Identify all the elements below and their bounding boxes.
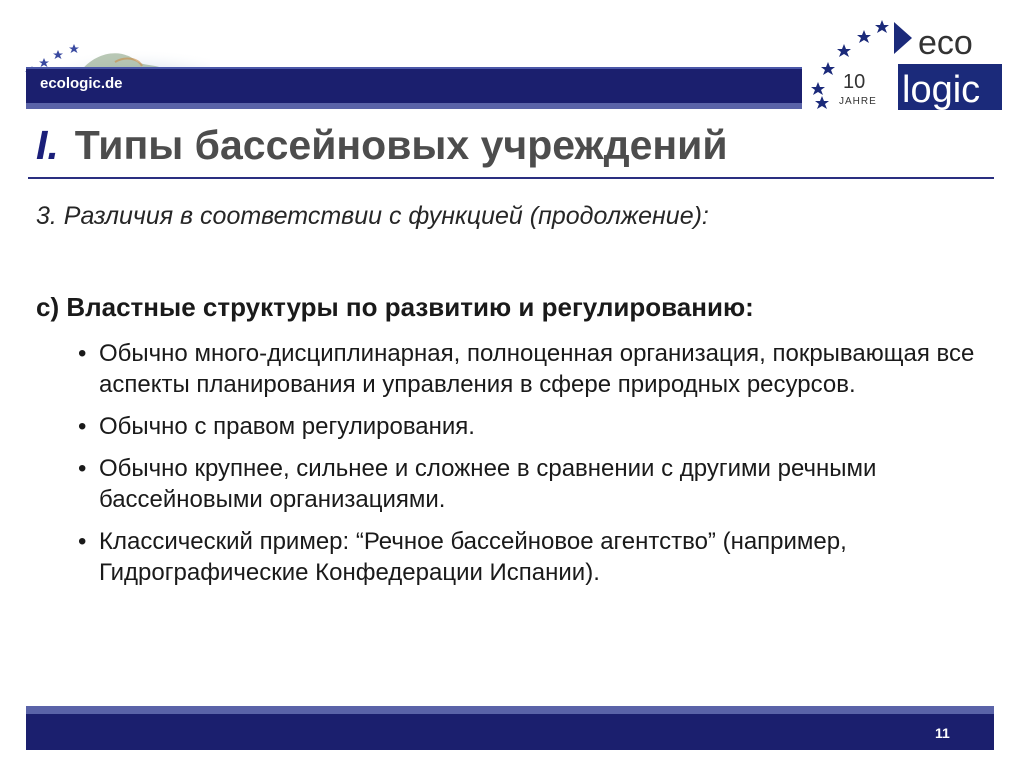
bullet-dot: • <box>78 528 87 555</box>
slide-subtitle: 3. Различия в соответствии с функцией (продолжение): <box>36 202 709 230</box>
bullet-dot: • <box>78 455 87 482</box>
bullet-text: Классический пример: “Речное бассейновое агентство” (например, Гидрографические Конфедерации Испании). <box>99 528 847 586</box>
title-text: Типы бассейновых учреждений <box>74 122 728 168</box>
bullet-list <box>78 338 988 599</box>
footer-band <box>26 714 994 750</box>
footer-band-accent <box>26 706 994 714</box>
page-number: 11 <box>935 725 950 741</box>
slide-title <box>36 122 728 169</box>
svg-text:10: 10 <box>843 71 866 93</box>
svg-text:JAHRE: JAHRE <box>839 96 877 107</box>
title-underline <box>28 177 994 179</box>
bullet-text: Обычно с правом регулирования. <box>99 413 475 440</box>
svg-text:logic: logic <box>902 69 981 111</box>
section-heading: c) Властные структуры по развитию и регулированию: <box>36 292 754 322</box>
header-band-accent <box>26 103 802 109</box>
site-url[interactable]: ecologic.de <box>40 75 123 92</box>
bullet-text: Обычно много-дисциплинарная, полноценная организация, покрывающая все аспекты планирования и управления в сфере природных ресурсов. <box>99 340 975 398</box>
bullet-item <box>78 453 988 515</box>
ecologic-logo <box>808 16 1004 114</box>
bullet-dot: • <box>78 413 87 440</box>
bullet-item <box>78 526 988 588</box>
bullet-text: Обычно крупнее, сильнее и сложнее в сравнении с другими речными бассейновыми организациями. <box>99 455 877 513</box>
bullet-item <box>78 338 988 400</box>
svg-text:eco: eco <box>918 24 973 62</box>
header-band <box>26 67 802 105</box>
bullet-dot: • <box>78 340 87 367</box>
bullet-item <box>78 411 988 442</box>
title-number: I. <box>36 122 59 168</box>
